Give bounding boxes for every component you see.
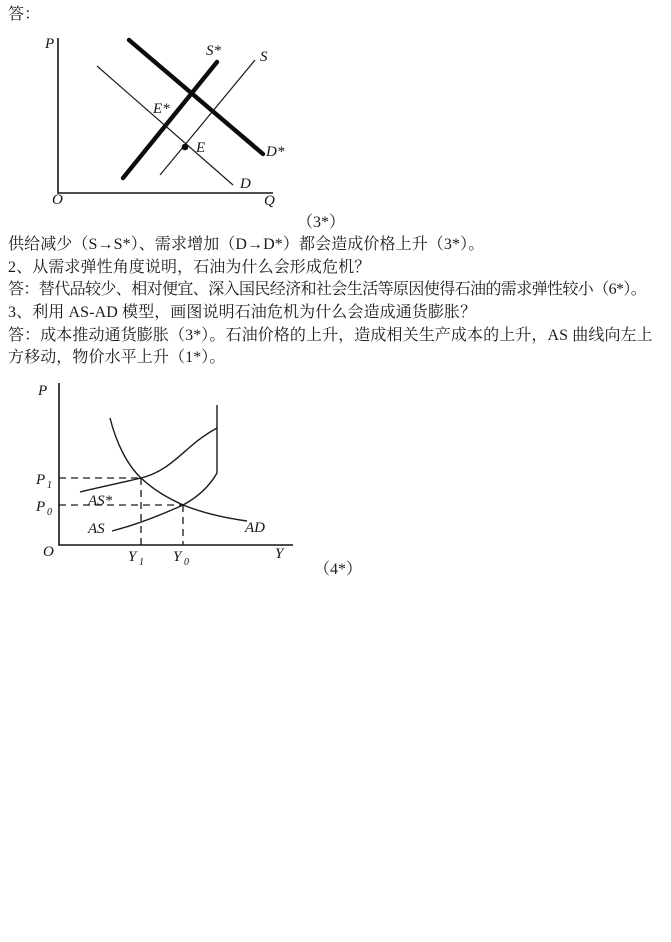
equilibrium-point: [182, 144, 189, 151]
q-axis-label: Q: [264, 193, 275, 209]
paragraph-line: 3、利用 AS-AD 模型，画图说明石油危机为什么会造成通货膨胀？: [8, 304, 477, 321]
as-star-curve: [80, 428, 217, 492]
y1-subscript: 1: [139, 557, 144, 568]
p0-label: P: [36, 499, 46, 515]
supply-demand-diagram: [40, 30, 360, 230]
p-axis-label: P: [45, 36, 55, 52]
p0-subscript: 0: [47, 507, 52, 518]
p-axis-label: P: [38, 383, 48, 399]
demand-star-curve: [129, 40, 263, 154]
demand-curve: [97, 66, 233, 185]
paragraph-line: 答：成本推动通货膨胀（3*）。石油价格的上升，造成相关生产成本的上升，AS 曲线向左上: [8, 327, 653, 344]
paragraph-line: 方移动，物价水平上升（1*）。: [8, 349, 226, 366]
e-label: E: [196, 140, 206, 156]
diagram2-score-note: （4*）: [314, 561, 363, 578]
as-star-label: AS*: [88, 493, 113, 509]
e-star-label: E*: [153, 101, 170, 117]
ad-label: AD: [245, 520, 265, 536]
y-axis-label: Y: [275, 546, 284, 562]
as-label: AS: [88, 521, 105, 537]
paragraph-line: 供给减少（S→S*）、需求增加（D→D*）都会造成价格上升（3*）。: [8, 236, 485, 253]
paragraph-line: 答：替代品较少、相对便宜、深入国民经济和社会生活等原因使得石油的需求弹性较小（6*）。: [8, 281, 647, 298]
paragraph-line: 2、从需求弹性角度说明，石油为什么会形成危机？: [8, 259, 371, 276]
ad-curve: [110, 418, 247, 521]
s-label: S: [260, 49, 268, 65]
y0-label: Y: [173, 549, 182, 565]
supply-star-curve: [123, 62, 217, 178]
as-ad-diagram: [28, 380, 358, 575]
d-label: D: [240, 176, 251, 192]
p1-label: P: [36, 472, 46, 488]
origin-label: O: [52, 192, 63, 208]
y0-subscript: 0: [184, 557, 189, 568]
answer-intro-text: 答：: [8, 6, 41, 23]
y1-label: Y: [128, 549, 137, 565]
d-star-label: D*: [266, 144, 285, 160]
s-star-label: S*: [206, 43, 221, 59]
diagram1-score-note: （3*）: [297, 214, 346, 231]
origin-label: O: [43, 544, 54, 560]
p1-subscript: 1: [47, 480, 52, 491]
